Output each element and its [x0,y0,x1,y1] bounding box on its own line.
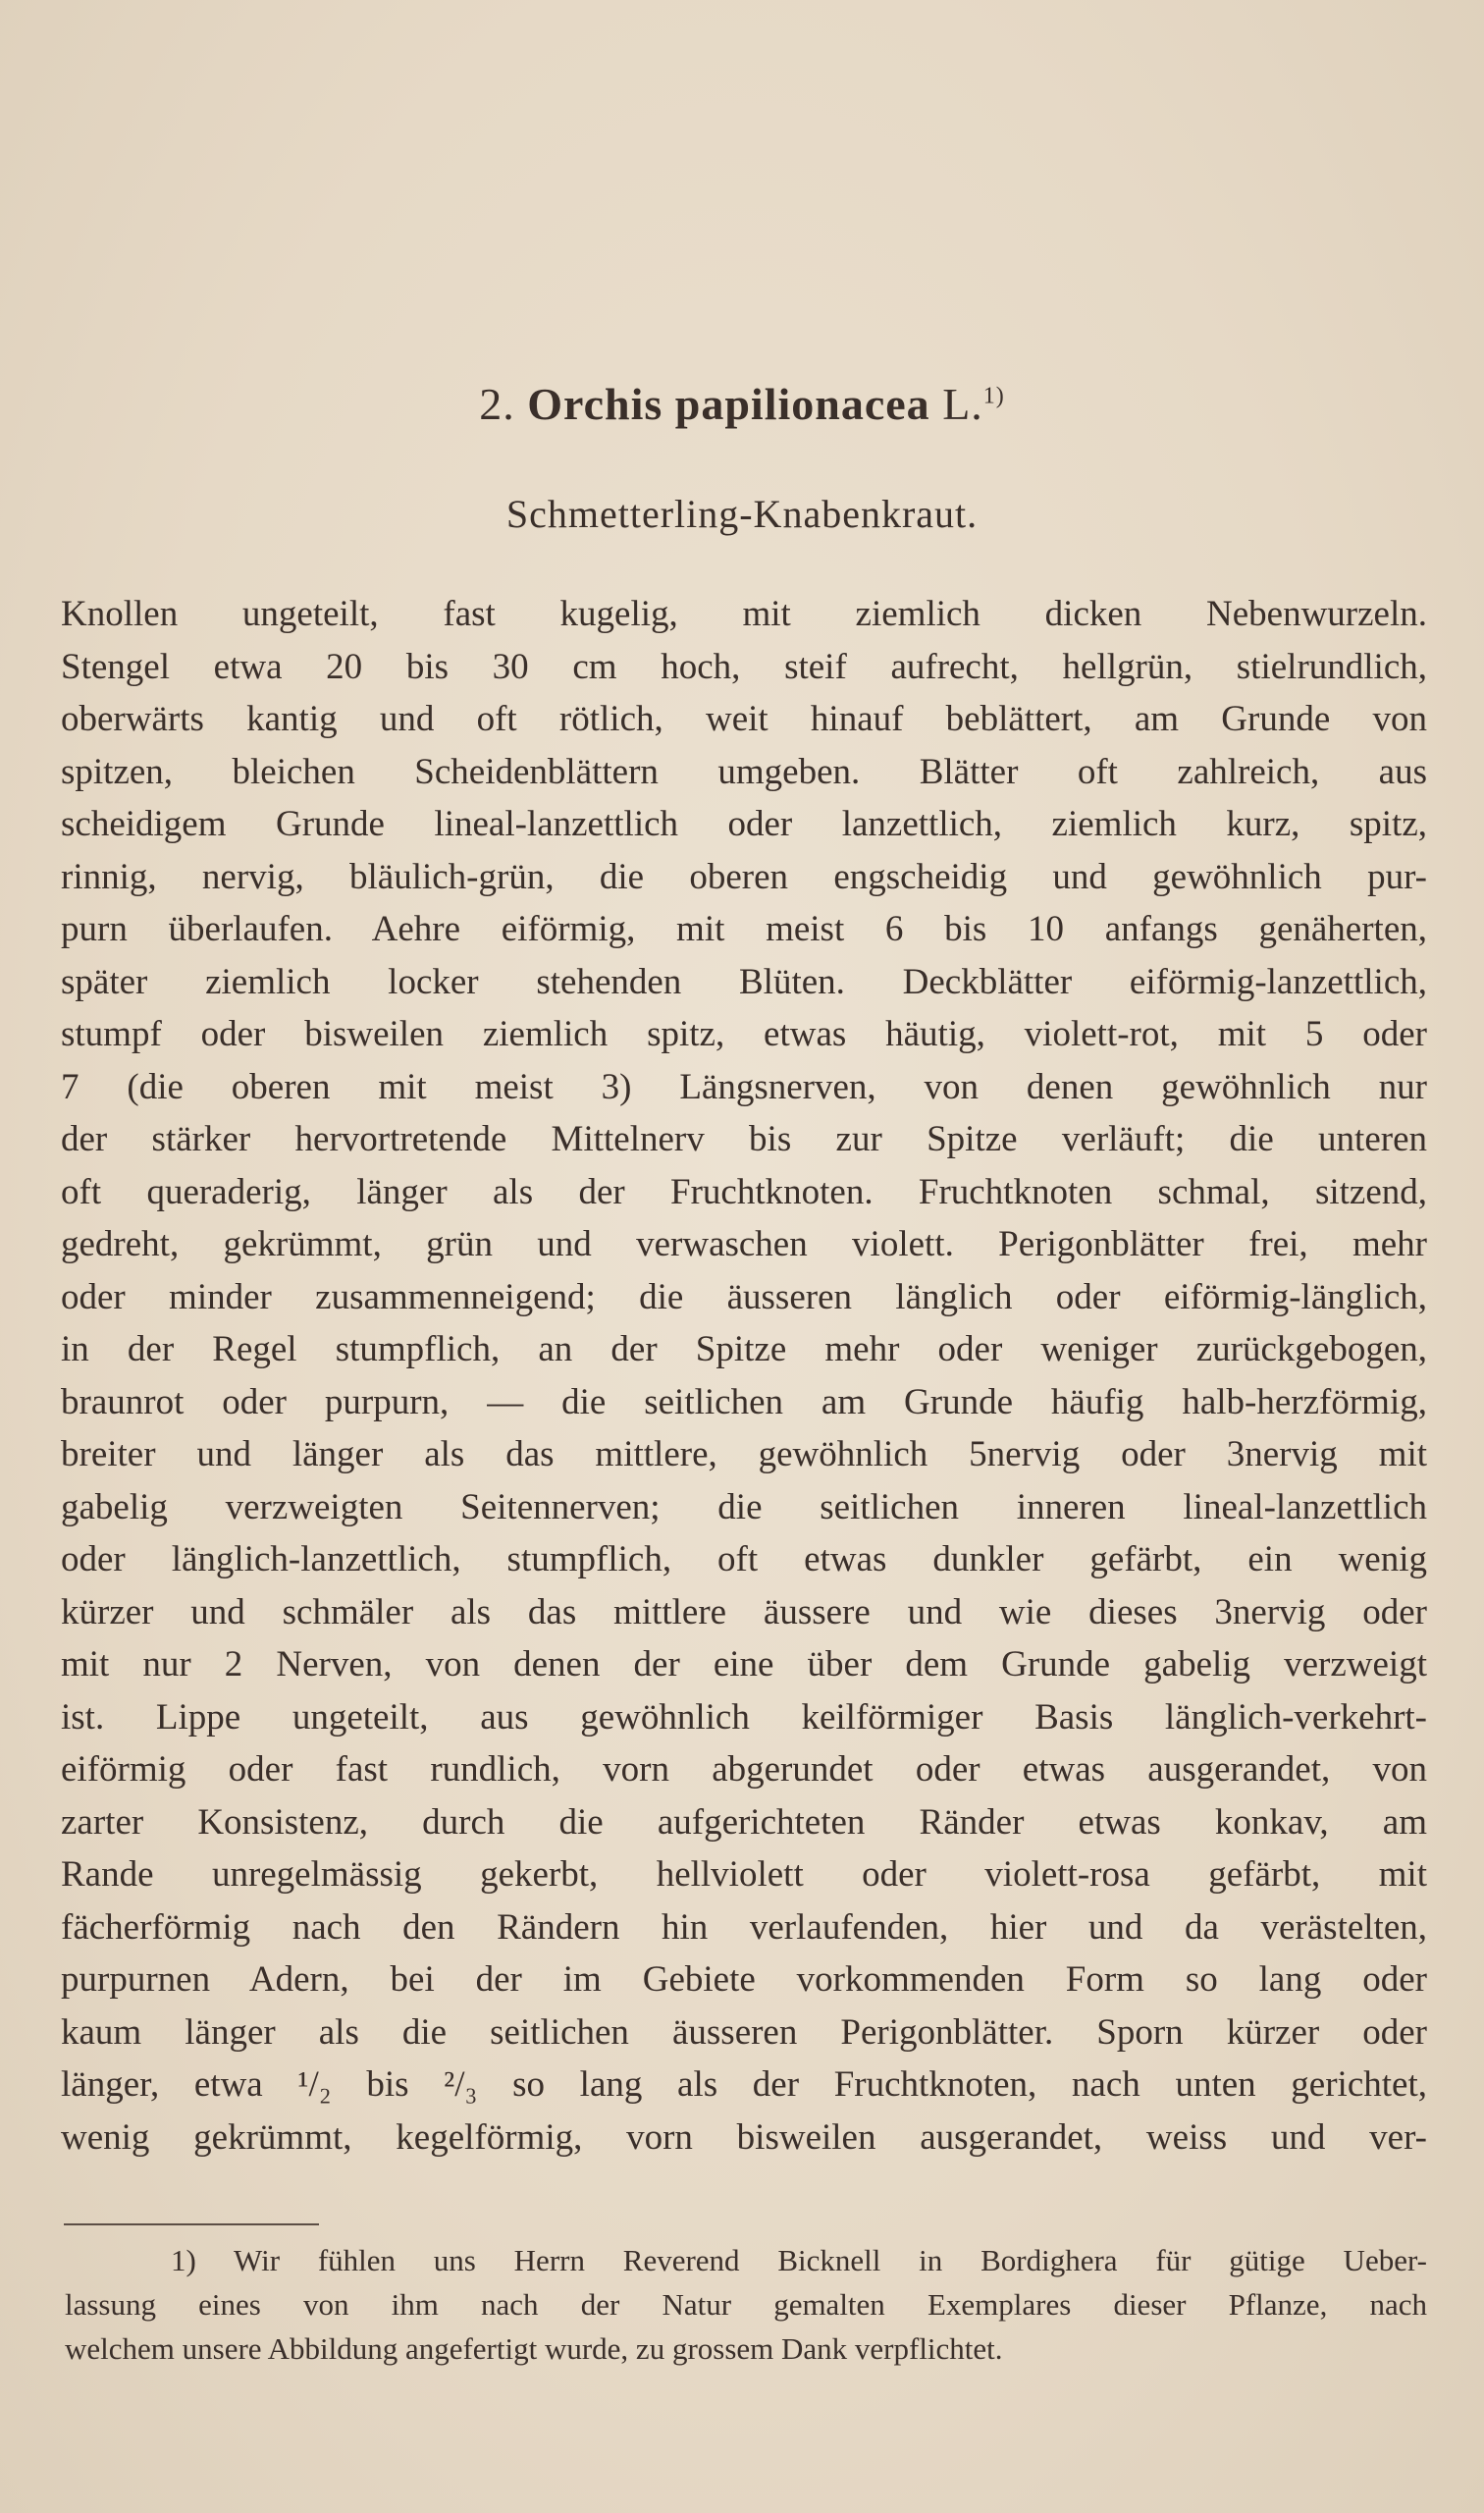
text-line: Stengel etwa 20 bis 30 cm hoch, steif aufrecht, hellgrün, stielrundlich, [61,646,1427,687]
text-line: der stärker hervortretende Mittelnerv bis zur Spitze verläuft; die unteren [61,1119,1427,1159]
text-line: gedreht, gekrümmt, grün und verwaschen violett. Perigonblätter frei, mehr [61,1224,1427,1264]
text-line: oder länglich-lanzettlich, stumpflich, oft etwas dunkler gefärbt, ein wenig [61,1539,1427,1579]
text-line: purn überlaufen. Aehre eiförmig, mit meist 6 bis 10 anfangs genäherten, [61,909,1427,949]
text-line: oft queraderig, länger als der Fruchtknoten. Fruchtknoten schmal, sitzend, [61,1171,1427,1212]
footnote-line: lassung eines von ihm nach der Natur gemalten Exemplares dieser Pflanze, nach [65,2287,1427,2322]
text-line: eiförmig oder fast rundlich, vorn abgerundet oder etwas ausgerandet, von [61,1749,1427,1790]
text-line: oder minder zusammenneigend; die äusseren länglich oder eiförmig-länglich, [61,1276,1427,1317]
text-line: braunrot oder purpurn, — die seitlichen am Grunde häufig halb-herzförmig, [61,1381,1427,1422]
text-line: später ziemlich locker stehenden Blüten. Deckblätter eiförmig-lanzettlich, [61,961,1427,1002]
footnote-line: 1) Wir fühlen uns Herrn Reverend Bicknell in Bordighera für gütige Ueber- [171,2243,1427,2277]
text-line: mit nur 2 Nerven, von denen der eine über dem Grunde gabelig verzweigt [61,1644,1427,1684]
text-line: stumpf oder bisweilen ziemlich spitz, etwas häutig, violett-rot, mit 5 oder [61,1014,1427,1054]
species-author: L. [942,379,983,429]
footnote-reference: 1) [982,383,1005,409]
text-line: rinnig, nervig, bläulich-grün, die oberen engscheidig und gewöhnlich pur- [61,856,1427,897]
species-name: Orchis papilionacea [527,379,930,429]
footnote-line: welchem unsere Abbildung angefertigt wurde, zu grossem Dank verpflichtet. [65,2331,1003,2366]
text-line: spitzen, bleichen Scheidenblättern umgeben. Blätter oft zahlreich, aus [61,751,1427,792]
species-heading [0,378,1484,430]
text-line: länger, etwa ¹/₂ bis ²/₃ so lang als der Fruchtknoten, nach unten gerichtet, [61,2064,1427,2105]
description-text [61,588,1427,2164]
common-name: Schmetterling-Knabenkraut. [505,492,979,536]
text-line: ist. Lippe ungeteilt, aus gewöhnlich keilförmiger Basis länglich-verkehrt- [61,1696,1427,1738]
text-line: fächerförmig nach den Rändern hin verlaufenden, hier und da verästelten, [61,1906,1427,1948]
text-line: 7 (die oberen mit meist 3) Längsnerven, von denen gewöhnlich nur [61,1066,1427,1107]
text-line: kaum länger als die seitlichen äusseren Perigonblätter. Sporn kürzer oder [61,2011,1427,2053]
text-line: scheidigem Grunde lineal-lanzettlich oder lanzettlich, ziemlich kurz, spitz, [61,804,1427,844]
text-line: Rande unregelmässig gekerbt, hellviolett oder violett-rosa gefärbt, mit [61,1854,1427,1895]
footnote-divider [64,2223,319,2225]
text-line: Knollen ungeteilt, fast kugelig, mit ziemlich dicken Nebenwurzeln. [61,594,1427,634]
text-line: zarter Konsistenz, durch die aufgerichteten Ränder etwas konkav, am [61,1801,1427,1843]
text-line: wenig gekrümmt, kegelförmig, vorn bisweilen ausgerandet, weiss und ver- [61,2116,1427,2158]
text-line: in der Regel stumpflich, an der Spitze mehr oder weniger zurückgebogen, [61,1329,1427,1369]
text-line: gabelig verzweigten Seitennerven; die seitlichen inneren lineal-lanzettlich [61,1486,1427,1527]
text-line: oberwärts kantig und oft rötlich, weit hinauf beblättert, am Grunde von [61,699,1427,739]
text-line: breiter und länger als das mittlere, gewöhnlich 5nervig oder 3nervig mit [61,1434,1427,1474]
species-number: 2. [479,379,515,429]
text-line: kürzer und schmäler als das mittlere äussere und wie dieses 3nervig oder [61,1591,1427,1632]
footnote [65,2238,1427,2371]
text-line: purpurnen Adern, bei der im Gebiete vorkommenden Form so lang oder [61,1959,1427,2000]
